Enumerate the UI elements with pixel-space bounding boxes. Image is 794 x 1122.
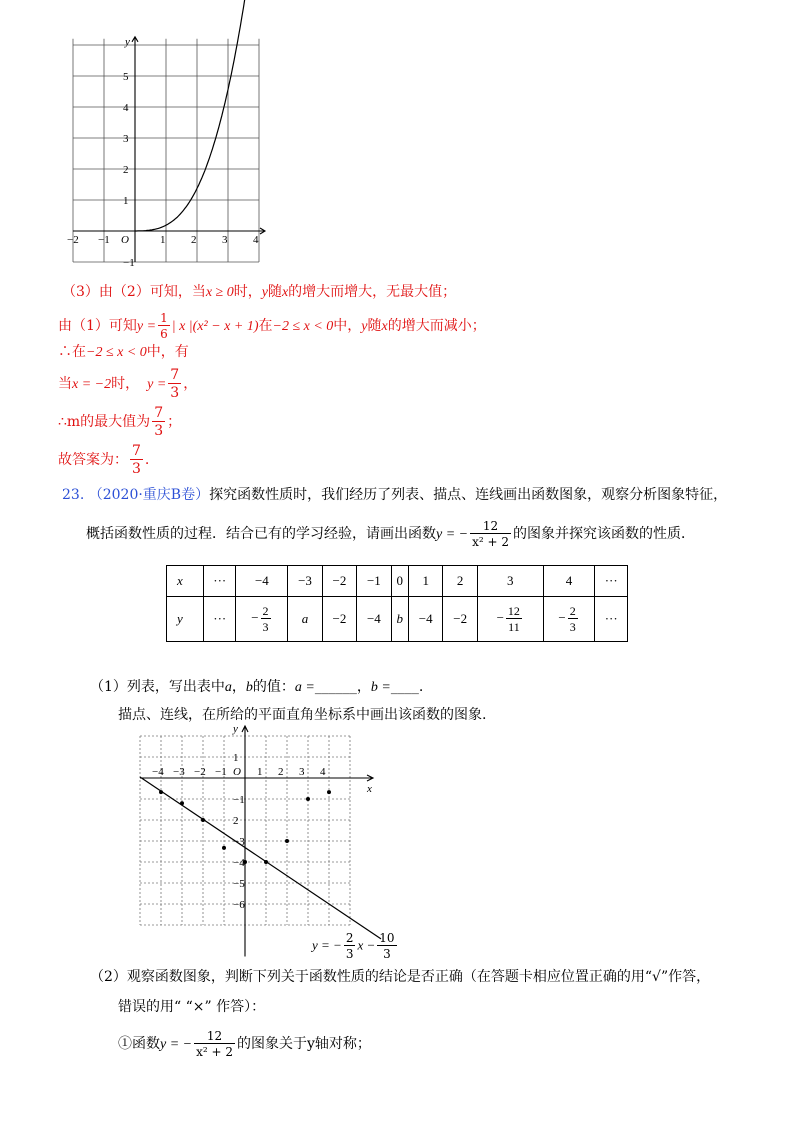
table-cell [167, 597, 204, 642]
math-expr: y = − [312, 937, 342, 953]
y-tick-label: 2 [233, 815, 239, 827]
answer-blank-a[interactable]: ______ [314, 679, 357, 695]
frac-num: 2 [569, 604, 576, 618]
table-cell [167, 566, 204, 597]
solution-text: 的增大而减小； [387, 318, 486, 334]
data-point [222, 846, 226, 850]
problem-number: 23. [62, 487, 85, 503]
solution-text: 的增大而增大，无最大值； [288, 284, 457, 300]
origin-label: O [121, 234, 129, 246]
frac-num: 7 [170, 367, 180, 383]
cell-text: y [177, 611, 183, 626]
x-tick-label: 2 [278, 766, 284, 778]
origin-label: O [233, 766, 241, 778]
fraction [377, 932, 396, 960]
fraction [344, 932, 356, 960]
math-expr: b = [370, 680, 391, 695]
question-2-item-1 [118, 1030, 371, 1058]
table-cell: −4 [236, 566, 288, 597]
graph1-axes [73, 37, 265, 262]
table-row-x [167, 566, 628, 597]
frac-den: x² + 2 [472, 535, 510, 549]
solution-text: 随 [367, 318, 382, 334]
math-var: x [381, 319, 388, 334]
value-table [166, 565, 628, 642]
x-tick-label: −2 [67, 234, 79, 246]
table-cell: 3 [477, 566, 543, 597]
table-cell: 4 [543, 566, 595, 597]
table-cell: −4 [409, 597, 443, 642]
cell-text: b [396, 611, 404, 626]
graph-cubic [60, 35, 270, 269]
solution-text: 在 [258, 318, 273, 334]
frac-num: 7 [154, 405, 164, 421]
y-tick-label: 1 [123, 195, 129, 207]
frac-den: 3 [383, 947, 391, 961]
table-cell: −2 [443, 597, 477, 642]
data-point [201, 818, 205, 822]
table-cell: −3 [288, 566, 322, 597]
table-cell: ··· [204, 597, 236, 642]
problem-source: （2020·重庆B卷） [88, 487, 210, 503]
fraction [130, 444, 143, 476]
question-text: ， [231, 679, 246, 695]
sign: − [251, 609, 259, 625]
math-condition: x = −2 [72, 377, 112, 392]
data-point [180, 801, 184, 805]
sign: − [558, 609, 566, 625]
cell-text: a [301, 611, 309, 626]
question-text: ①函数 [118, 1036, 160, 1052]
math-condition: −2 ≤ x < 0 [272, 319, 334, 334]
frac-num: 12 [194, 1030, 235, 1044]
question-1-line2 [118, 704, 486, 724]
question-text: 的值： [252, 679, 295, 695]
frac-num: 2 [345, 931, 354, 945]
graph-plot-points [120, 722, 410, 961]
frac-num: 12 [507, 604, 520, 618]
x-tick-label: −2 [194, 766, 206, 778]
table-cell [391, 597, 408, 642]
table-cell: −2 [322, 597, 356, 642]
frac-den: 3 [262, 620, 269, 634]
math-var: b [245, 680, 253, 695]
sign: − [496, 609, 504, 625]
solution-text: （3）由（2）可知，当 [62, 284, 206, 300]
x-tick-label: 3 [222, 234, 228, 246]
x-tick-label: 2 [191, 234, 197, 246]
y-tick-label: 4 [123, 102, 129, 114]
frac-den: 3 [170, 385, 180, 401]
frac-num: 2 [262, 604, 269, 618]
x-tick-label: −1 [215, 766, 227, 778]
problem-text: 探究函数性质时，我们经历了列表、描点、连线画出函数图象，观察分析图象特征， [209, 487, 728, 503]
table-cell: 1 [409, 566, 443, 597]
fraction [261, 605, 271, 633]
solution-text: 随 [267, 284, 282, 300]
frac-num: 12 [470, 520, 511, 534]
solution-text: 故答案为： [58, 452, 128, 468]
x-tick-label: −4 [152, 766, 164, 778]
table-cell [477, 597, 543, 642]
question-text: （1）列表，写出表中 [90, 679, 225, 695]
frac-den: 3 [345, 947, 354, 961]
fraction [506, 605, 522, 633]
table-cell [236, 597, 288, 642]
math-expr: y = [147, 377, 167, 392]
answer-blank-b[interactable]: ____ [390, 679, 419, 695]
y-tick-label: −1 [233, 794, 245, 806]
solution-text: 时， [111, 376, 140, 392]
data-point [159, 790, 163, 794]
data-point [285, 839, 289, 843]
x-tick-label: 4 [320, 766, 326, 778]
y-tick-label: −3 [233, 836, 245, 848]
math-condition: −2 ≤ x < 0 [86, 345, 147, 360]
y-tick-label: 1 [233, 752, 239, 764]
y-axis-label: y [233, 723, 238, 735]
fraction [152, 406, 165, 438]
question-text: ， [356, 679, 371, 695]
x-tick-label: 3 [299, 766, 305, 778]
frac-num: 7 [132, 443, 141, 459]
x-tick-label: 1 [257, 766, 263, 778]
table-cell: ··· [204, 566, 236, 597]
table-cell [288, 597, 322, 642]
question-2 [90, 966, 710, 986]
solution-line-4 [58, 368, 197, 400]
y-tick-label: −4 [233, 857, 245, 869]
math-expr: y = − [160, 1037, 193, 1052]
problem-23-header [62, 484, 727, 504]
solution-line-1 [62, 282, 456, 303]
math-var: y [261, 285, 268, 300]
math-var: a [224, 680, 232, 695]
y-tick-label: −5 [233, 878, 245, 890]
x-tick-label: 1 [160, 234, 166, 246]
graph1-labels [67, 36, 259, 269]
math-expr: y = − [436, 527, 469, 542]
solution-line-5 [58, 406, 181, 438]
table-cell: −2 [322, 566, 356, 597]
frac-den: 3 [154, 423, 164, 439]
fraction [470, 520, 511, 548]
solution-text: 当 [58, 376, 72, 392]
table-cell: −1 [357, 566, 391, 597]
x-tick-label: −1 [98, 234, 110, 246]
y-tick-label: 5 [123, 71, 129, 83]
solution-line-3 [58, 342, 189, 363]
fraction [168, 368, 181, 400]
graph1-curve [135, 0, 245, 231]
solution-text: 中，有 [146, 344, 189, 360]
y-tick-label: −1 [123, 257, 135, 269]
solution-text: 中， [333, 318, 362, 334]
x-axis-label: x [367, 783, 372, 795]
math-condition: x ≥ 0 [205, 285, 234, 300]
solution-line-6 [58, 444, 149, 476]
question-2-line2 [118, 996, 265, 1016]
solution-text: 由（1）可知 [58, 318, 137, 334]
y-tick-label: −6 [233, 899, 245, 911]
line-equation-label [312, 932, 399, 960]
cell-text: x [177, 573, 183, 588]
math-expr: y = [136, 319, 157, 334]
solution-text: 时， [233, 284, 262, 300]
table-cell: 0 [391, 566, 408, 597]
frac-den: 3 [132, 461, 141, 477]
math-var: y [361, 319, 368, 334]
fraction [194, 1030, 235, 1058]
x-tick-label: −3 [173, 766, 185, 778]
math-var: x [281, 285, 289, 300]
solution-text: ， [183, 376, 198, 392]
y-tick-label: 2 [123, 164, 129, 176]
question-text: 描点、连线，在所给的平面直角坐标系中画出该函数的图象. [118, 707, 487, 723]
problem-text: 的图象并探究该函数的性质． [513, 526, 696, 542]
math-expr: x − [357, 937, 376, 953]
data-point [327, 790, 331, 794]
table-cell [543, 597, 595, 642]
math-expr: | x |(x² − x + 1) [171, 319, 259, 334]
question-text: 错误的用“ “×” 作答）： [118, 999, 266, 1015]
frac-den: x² + 2 [196, 1045, 234, 1059]
fraction [568, 605, 578, 633]
problem-text: 概括函数性质的过程．结合已有的学习经验，请画出函数 [86, 526, 436, 542]
frac-den: 3 [569, 620, 576, 634]
table-cell: ··· [595, 597, 628, 642]
solution-text: ； [167, 414, 182, 430]
table-cell: −4 [357, 597, 391, 642]
frac-num: 10 [379, 931, 395, 945]
solution-text: ∴在 [58, 344, 86, 360]
table-cell: 2 [443, 566, 477, 597]
frac-num: 1 [160, 311, 168, 325]
math-expr: a = [294, 680, 315, 695]
question-text: （2）观察函数图象，判断下列关于函数性质的结论是否正确（在答题卡相应位置正确的用“√”作答， [90, 969, 711, 985]
y-tick-label: 3 [123, 133, 129, 145]
frac-den: 6 [160, 327, 168, 341]
graph2-line [140, 777, 381, 939]
solution-text: . [144, 452, 150, 468]
solution-line-2 [58, 312, 486, 340]
frac-den: 11 [508, 620, 520, 634]
solution-text: ∴m的最大值为 [58, 414, 151, 430]
question-1 [90, 676, 423, 696]
question-text: 的图象关于y轴对称； [237, 1036, 371, 1052]
table-cell: ··· [595, 566, 628, 597]
data-point [306, 797, 310, 801]
problem-23-line2 [86, 520, 695, 548]
y-axis-label: y [125, 35, 130, 48]
fraction [158, 312, 170, 340]
data-point [264, 860, 268, 864]
x-tick-label: 4 [253, 234, 259, 246]
table-row-y [167, 597, 628, 642]
question-text: . [418, 679, 424, 695]
